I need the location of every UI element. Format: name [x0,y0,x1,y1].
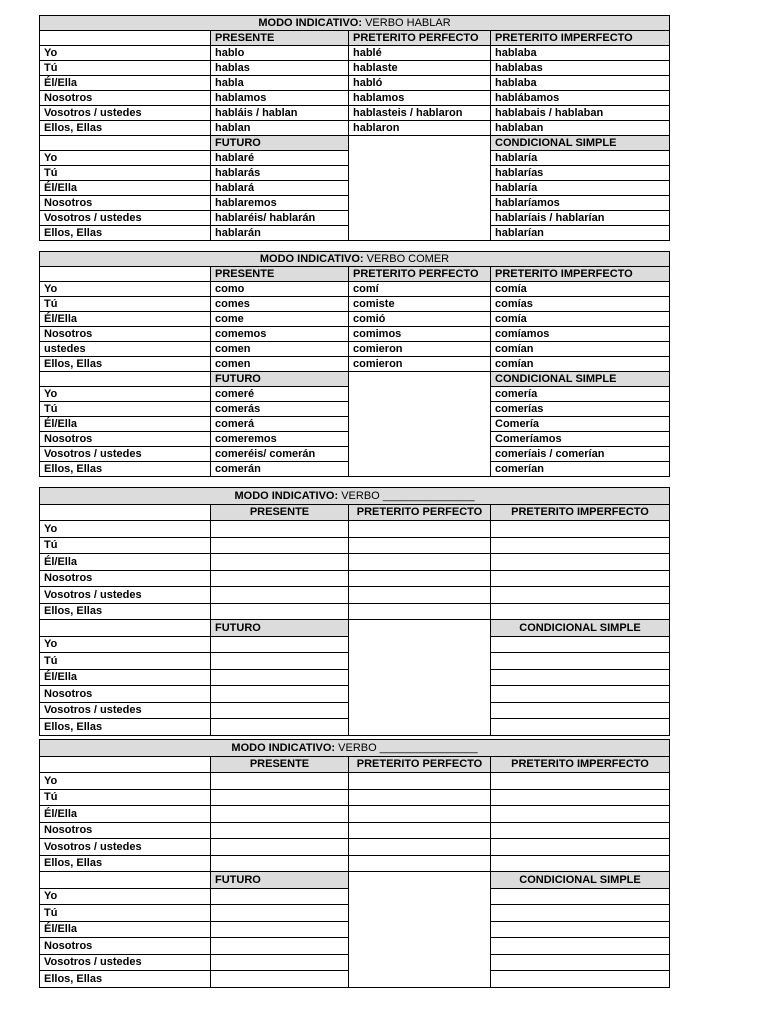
cell-perfecto: hablaron [349,121,491,136]
cell-perfecto: hablaste [349,61,491,76]
blank-cell[interactable] [211,603,349,620]
cell-perfecto: habló [349,76,491,91]
corner-cell [40,620,211,637]
cell-presente: habláis / hablan [211,106,349,121]
person-label: Él/Ella [40,312,211,327]
cell-perfecto: comieron [349,342,491,357]
blank-merged-cell [349,136,491,241]
cell-presente: hablo [211,46,349,61]
verb-table-hablar [39,15,670,241]
cell-imperfecto: hablabais / hablaban [491,106,670,121]
cell-imperfecto: hablaba [491,46,670,61]
header-condicional: CONDICIONAL SIMPLE [491,372,670,387]
table-row [40,61,670,76]
header-row [40,504,670,521]
person-label: Tú [40,653,211,670]
person-label: Él/Ella [40,76,211,91]
person-label: Yo [40,521,211,538]
cell-imperfecto: comían [491,357,670,372]
header-futuro: FUTURO [211,136,349,151]
cell-imperfecto: comíamos [491,327,670,342]
blank-cell[interactable] [349,839,491,856]
person-label: Yo [40,151,211,166]
table-title: MODO INDICATIVO: VERBO COMER [40,252,670,267]
blank-cell[interactable] [211,855,349,872]
table-title: MODO INDICATIVO: VERBO ________________ [40,740,670,757]
cell-presente: hablas [211,61,349,76]
blank-cell[interactable] [349,773,491,790]
person-label: Tú [40,166,211,181]
blank-cell[interactable] [211,653,349,670]
header-presente: PRESENTE [211,31,349,46]
table-title-row [40,252,670,267]
table-row [40,357,670,372]
cell-imperfecto: hablábamos [491,91,670,106]
table-title-row [40,488,670,505]
verb-table-blank-2 [39,739,670,988]
blank-cell[interactable] [211,554,349,571]
header-preterito-imperfecto: PRETERITO IMPERFECTO [491,267,670,282]
corner-cell [40,31,211,46]
cell-condicional: comeríais / comerían [491,447,670,462]
blank-cell[interactable] [211,686,349,703]
blank-cell[interactable] [349,570,491,587]
blank-cell[interactable] [491,537,670,554]
table-row [40,297,670,312]
header-futuro: FUTURO [211,620,349,637]
person-label: Yo [40,888,211,905]
blank-cell[interactable] [211,888,349,905]
cell-condicional: hablarías [491,166,670,181]
table-row [40,855,670,872]
table-title-row [40,740,670,757]
cell-condicional: hablaríais / hablarían [491,211,670,226]
person-label: Nosotros [40,686,211,703]
cell-perfecto: hablamos [349,91,491,106]
person-label: Tú [40,537,211,554]
header-condicional: CONDICIONAL SIMPLE [491,872,670,889]
table-row [40,121,670,136]
table-row [40,521,670,538]
person-label: Yo [40,387,211,402]
blank-cell[interactable] [491,521,670,538]
cell-perfecto: comiste [349,297,491,312]
blank-merged-cell [349,372,491,477]
cell-perfecto: comimos [349,327,491,342]
cell-perfecto: comí [349,282,491,297]
blank-cell[interactable] [349,789,491,806]
header-row-2 [40,136,670,151]
header-row-2 [40,372,670,387]
cell-presente: comemos [211,327,349,342]
person-label: Vosotros / ustedes [40,954,211,971]
blank-cell[interactable] [349,587,491,604]
blank-cell[interactable] [491,686,670,703]
table-row [40,282,670,297]
person-label: Ellos, Ellas [40,855,211,872]
table-row [40,587,670,604]
cell-presente: comen [211,357,349,372]
person-label: Yo [40,282,211,297]
person-label: Yo [40,46,211,61]
cell-presente: habla [211,76,349,91]
person-label: Tú [40,905,211,922]
cell-presente: comes [211,297,349,312]
cell-futuro: comeré [211,387,349,402]
blank-cell[interactable] [491,773,670,790]
cell-futuro: hablarán [211,226,349,241]
cell-imperfecto: hablaban [491,121,670,136]
person-label: Vosotros / ustedes [40,447,211,462]
table-row [40,342,670,357]
header-preterito-perfecto: PRETERITO PERFECTO [349,267,491,282]
person-label: Tú [40,402,211,417]
person-label: ustedes [40,342,211,357]
table-row [40,839,670,856]
cell-condicional: hablarían [491,226,670,241]
blank-cell[interactable] [491,789,670,806]
cell-condicional: comerían [491,462,670,477]
header-preterito-perfecto: PRETERITO PERFECTO [349,31,491,46]
cell-futuro: hablaremos [211,196,349,211]
header-preterito-imperfecto: PRETERITO IMPERFECTO [491,31,670,46]
blank-cell[interactable] [349,855,491,872]
cell-condicional: hablaríamos [491,196,670,211]
header-preterito-perfecto: PRETERITO PERFECTO [349,504,491,521]
cell-condicional: comería [491,387,670,402]
corner-cell [40,267,211,282]
cell-futuro: comerá [211,417,349,432]
cell-imperfecto: hablaba [491,76,670,91]
table-row [40,789,670,806]
cell-condicional: hablaría [491,151,670,166]
blank-cell[interactable] [491,603,670,620]
cell-futuro: comeréis/ comerán [211,447,349,462]
blank-cell[interactable] [211,954,349,971]
blank-cell[interactable] [211,587,349,604]
blank-merged-cell [349,620,491,736]
blank-cell[interactable] [211,938,349,955]
header-presente: PRESENTE [211,504,349,521]
blank-cell[interactable] [491,855,670,872]
blank-cell[interactable] [491,669,670,686]
blank-cell[interactable] [211,773,349,790]
cell-futuro: comerás [211,402,349,417]
blank-cell[interactable] [491,719,670,736]
table-title: MODO INDICATIVO: VERBO HABLAR [40,16,670,31]
blank-cell[interactable] [491,921,670,938]
header-presente: PRESENTE [211,267,349,282]
person-label: Él/Ella [40,921,211,938]
blank-cell[interactable] [211,702,349,719]
corner-cell [40,504,211,521]
person-label: Ellos, Ellas [40,462,211,477]
cell-futuro: comeremos [211,432,349,447]
cell-presente: comen [211,342,349,357]
header-row [40,31,670,46]
table-title: MODO INDICATIVO: VERBO _______________ [40,488,670,505]
blank-cell[interactable] [491,954,670,971]
person-label: Vosotros / ustedes [40,106,211,121]
table-title-row [40,16,670,31]
cell-condicional: Comeríamos [491,432,670,447]
person-label: Nosotros [40,822,211,839]
cell-condicional: comerías [491,402,670,417]
blank-cell[interactable] [211,636,349,653]
blank-cell[interactable] [491,971,670,988]
blank-cell[interactable] [211,537,349,554]
person-label: Ellos, Ellas [40,226,211,241]
person-label: Nosotros [40,570,211,587]
blank-cell[interactable] [491,554,670,571]
person-label: Vosotros / ustedes [40,702,211,719]
person-label: Nosotros [40,432,211,447]
person-label: Él/Ella [40,181,211,196]
cell-imperfecto: hablabas [491,61,670,76]
header-row-2 [40,620,670,637]
blank-cell[interactable] [491,702,670,719]
blank-cell[interactable] [491,806,670,823]
table-row [40,773,670,790]
table-row [40,822,670,839]
corner-cell [40,372,211,387]
header-preterito-imperfecto: PRETERITO IMPERFECTO [491,504,670,521]
blank-cell[interactable] [491,905,670,922]
blank-cell[interactable] [211,570,349,587]
cell-presente: hablamos [211,91,349,106]
blank-cell[interactable] [491,636,670,653]
header-row [40,267,670,282]
table-row [40,46,670,61]
table-row [40,603,670,620]
table-row [40,570,670,587]
cell-presente: come [211,312,349,327]
blank-cell[interactable] [211,806,349,823]
person-label: Ellos, Ellas [40,971,211,988]
cell-futuro: comerán [211,462,349,477]
table-row [40,806,670,823]
cell-perfecto: comieron [349,357,491,372]
cell-imperfecto: comían [491,342,670,357]
person-label: Tú [40,789,211,806]
blank-merged-cell [349,872,491,988]
blank-cell[interactable] [491,888,670,905]
person-label: Vosotros / ustedes [40,211,211,226]
header-row-2 [40,872,670,889]
person-label: Nosotros [40,938,211,955]
blank-cell[interactable] [491,839,670,856]
table-row [40,554,670,571]
cell-presente: como [211,282,349,297]
cell-presente: hablan [211,121,349,136]
header-futuro: FUTURO [211,372,349,387]
cell-futuro: hablarás [211,166,349,181]
header-preterito-perfecto: PRETERITO PERFECTO [349,756,491,773]
cell-condicional: Comería [491,417,670,432]
blank-cell[interactable] [491,587,670,604]
header-preterito-imperfecto: PRETERITO IMPERFECTO [491,756,670,773]
table-row [40,312,670,327]
blank-cell[interactable] [211,822,349,839]
table-row [40,106,670,121]
blank-cell[interactable] [211,789,349,806]
table-row [40,76,670,91]
person-label: Ellos, Ellas [40,603,211,620]
person-label: Él/Ella [40,554,211,571]
header-condicional: CONDICIONAL SIMPLE [491,620,670,637]
header-condicional: CONDICIONAL SIMPLE [491,136,670,151]
blank-cell[interactable] [211,839,349,856]
blank-cell[interactable] [349,806,491,823]
blank-cell[interactable] [211,719,349,736]
verb-table-comer [39,251,670,477]
corner-cell [40,756,211,773]
person-label: Tú [40,297,211,312]
header-presente: PRESENTE [211,756,349,773]
header-futuro: FUTURO [211,872,349,889]
person-label: Ellos, Ellas [40,121,211,136]
blank-cell[interactable] [491,938,670,955]
person-label: Yo [40,636,211,653]
person-label: Tú [40,61,211,76]
blank-cell[interactable] [211,921,349,938]
cell-perfecto: comió [349,312,491,327]
cell-imperfecto: comía [491,312,670,327]
person-label: Ellos, Ellas [40,719,211,736]
table-row [40,91,670,106]
cell-futuro: hablará [211,181,349,196]
blank-cell[interactable] [349,521,491,538]
blank-cell[interactable] [211,669,349,686]
verb-table-blank-1 [39,487,670,736]
blank-cell[interactable] [491,653,670,670]
blank-cell[interactable] [349,822,491,839]
person-label: Nosotros [40,327,211,342]
blank-cell[interactable] [349,537,491,554]
person-label: Él/Ella [40,669,211,686]
blank-cell[interactable] [211,971,349,988]
corner-cell [40,136,211,151]
cell-futuro: hablaréis/ hablarán [211,211,349,226]
table-row [40,327,670,342]
person-label: Nosotros [40,91,211,106]
cell-perfecto: hablé [349,46,491,61]
header-row [40,756,670,773]
corner-cell [40,872,211,889]
cell-condicional: hablaría [491,181,670,196]
blank-cell[interactable] [349,603,491,620]
cell-imperfecto: comía [491,282,670,297]
blank-cell[interactable] [349,554,491,571]
person-label: Nosotros [40,196,211,211]
cell-imperfecto: comías [491,297,670,312]
cell-perfecto: hablasteis / hablaron [349,106,491,121]
blank-cell[interactable] [491,570,670,587]
person-label: Vosotros / ustedes [40,839,211,856]
person-label: Él/Ella [40,806,211,823]
blank-cell[interactable] [211,521,349,538]
cell-futuro: hablaré [211,151,349,166]
blank-cell[interactable] [491,822,670,839]
person-label: Él/Ella [40,417,211,432]
table-row [40,537,670,554]
person-label: Yo [40,773,211,790]
person-label: Ellos, Ellas [40,357,211,372]
person-label: Vosotros / ustedes [40,587,211,604]
blank-cell[interactable] [211,905,349,922]
